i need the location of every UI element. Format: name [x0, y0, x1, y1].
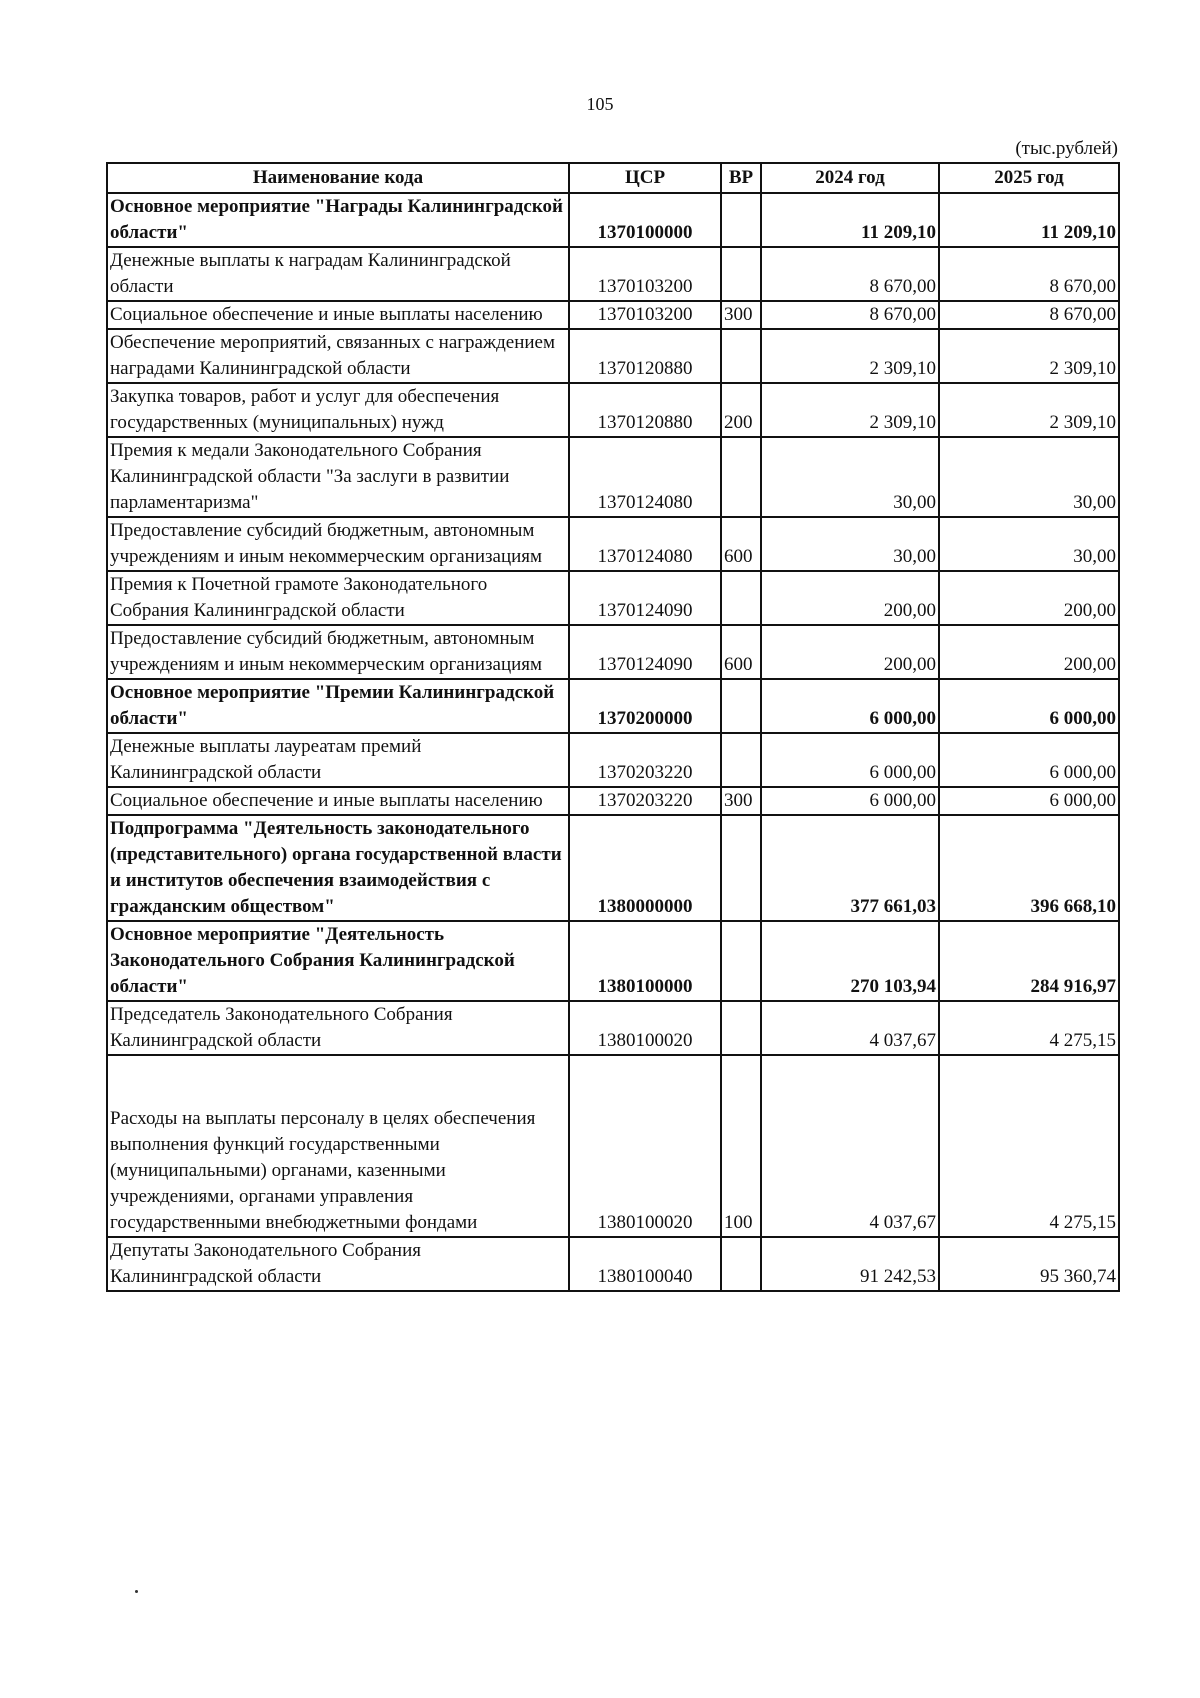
row-2025: 30,00	[939, 437, 1119, 517]
row-2024: 91 242,53	[761, 1237, 939, 1291]
row-2024: 8 670,00	[761, 247, 939, 301]
row-csr: 1370124080	[569, 517, 721, 571]
row-2025: 4 275,15	[939, 1001, 1119, 1055]
header-name: Наименование кода	[107, 163, 569, 193]
table-row	[107, 247, 1119, 301]
row-vr	[721, 1237, 761, 1291]
row-2024: 200,00	[761, 571, 939, 625]
table-row	[107, 1055, 1119, 1237]
row-2024: 2 309,10	[761, 383, 939, 437]
row-name: Социальное обеспечение и иные выплаты населению	[107, 787, 569, 815]
row-vr	[721, 329, 761, 383]
row-csr: 1370124090	[569, 625, 721, 679]
row-vr: 300	[721, 787, 761, 815]
row-vr	[721, 247, 761, 301]
row-vr	[721, 733, 761, 787]
row-2025: 8 670,00	[939, 247, 1119, 301]
header-2025: 2025 год	[939, 163, 1119, 193]
row-csr: 1370203220	[569, 733, 721, 787]
row-2025: 95 360,74	[939, 1237, 1119, 1291]
table-row	[107, 625, 1119, 679]
row-vr: 600	[721, 517, 761, 571]
row-2024: 200,00	[761, 625, 939, 679]
row-2025: 284 916,97	[939, 921, 1119, 1001]
row-csr: 1380100020	[569, 1055, 721, 1237]
table-row	[107, 193, 1119, 247]
scan-speck	[135, 1590, 138, 1593]
row-csr: 1380100040	[569, 1237, 721, 1291]
units-label: (тыс.рублей)	[1015, 138, 1118, 159]
row-2024: 4 037,67	[761, 1055, 939, 1237]
row-vr	[721, 437, 761, 517]
table-row	[107, 1001, 1119, 1055]
row-2024: 6 000,00	[761, 733, 939, 787]
row-vr	[721, 679, 761, 733]
row-2025: 200,00	[939, 571, 1119, 625]
row-2024: 30,00	[761, 437, 939, 517]
row-2024: 6 000,00	[761, 679, 939, 733]
row-csr: 1380100000	[569, 921, 721, 1001]
row-name: Основное мероприятие "Награды Калининградской области"	[107, 193, 569, 247]
row-2024: 6 000,00	[761, 787, 939, 815]
row-csr: 1370124080	[569, 437, 721, 517]
header-2024: 2024 год	[761, 163, 939, 193]
row-2025: 2 309,10	[939, 329, 1119, 383]
row-vr: 300	[721, 301, 761, 329]
table-row	[107, 301, 1119, 329]
header-csr: ЦСР	[569, 163, 721, 193]
row-vr	[721, 921, 761, 1001]
row-2025: 8 670,00	[939, 301, 1119, 329]
row-2024: 30,00	[761, 517, 939, 571]
row-name: Премия к Почетной грамоте Законодательного Собрания Калининградской области	[107, 571, 569, 625]
row-name: Премия к медали Законодательного Собрания Калининградской области "За заслуги в развитии парламентаризма"	[107, 437, 569, 517]
row-vr: 100	[721, 1055, 761, 1237]
budget-table	[106, 162, 1120, 1292]
row-name: Депутаты Законодательного Собрания Калининградской области	[107, 1237, 569, 1291]
row-csr: 1370100000	[569, 193, 721, 247]
row-name: Основное мероприятие "Премии Калининградской области"	[107, 679, 569, 733]
row-name: Денежные выплаты к наградам Калининградской области	[107, 247, 569, 301]
table-row	[107, 733, 1119, 787]
row-name: Социальное обеспечение и иные выплаты населению	[107, 301, 569, 329]
row-2025: 11 209,10	[939, 193, 1119, 247]
row-2024: 11 209,10	[761, 193, 939, 247]
row-2024: 377 661,03	[761, 815, 939, 921]
header-vr: ВР	[721, 163, 761, 193]
row-name: Подпрограмма "Деятельность законодательного (представительного) органа государственной власти и институтов обеспечения взаимодействия с гражданским обществом"	[107, 815, 569, 921]
row-csr: 1370124090	[569, 571, 721, 625]
row-2024: 270 103,94	[761, 921, 939, 1001]
row-name: Председатель Законодательного Собрания Калининградской области	[107, 1001, 569, 1055]
row-vr: 600	[721, 625, 761, 679]
table-row	[107, 517, 1119, 571]
row-name: Обеспечение мероприятий, связанных с награждением наградами Калининградской области	[107, 329, 569, 383]
table-row	[107, 1237, 1119, 1291]
row-2025: 2 309,10	[939, 383, 1119, 437]
row-vr	[721, 815, 761, 921]
row-name: Предоставление субсидий бюджетным, автономным учреждениям и иным некоммерческим организациям	[107, 517, 569, 571]
row-name: Основное мероприятие "Деятельность Законодательного Собрания Калининградской области"	[107, 921, 569, 1001]
row-2024: 4 037,67	[761, 1001, 939, 1055]
row-csr: 1370120880	[569, 329, 721, 383]
table-row	[107, 787, 1119, 815]
row-name: Денежные выплаты лауреатам премий Калининградской области	[107, 733, 569, 787]
row-csr: 1370103200	[569, 301, 721, 329]
table-row	[107, 921, 1119, 1001]
table-row	[107, 679, 1119, 733]
row-csr: 1370103200	[569, 247, 721, 301]
row-name: Расходы на выплаты персоналу в целях обеспечения выполнения функций государственными (муниципальными) органами, казенными учреждениями, органами управления государственными внебюджетными фондами	[107, 1055, 569, 1237]
table-row	[107, 815, 1119, 921]
row-csr: 1370200000	[569, 679, 721, 733]
table-row	[107, 437, 1119, 517]
row-csr: 1380000000	[569, 815, 721, 921]
row-vr: 200	[721, 383, 761, 437]
row-vr	[721, 193, 761, 247]
row-2025: 6 000,00	[939, 787, 1119, 815]
row-name: Предоставление субсидий бюджетным, автономным учреждениям и иным некоммерческим организациям	[107, 625, 569, 679]
row-2025: 4 275,15	[939, 1055, 1119, 1237]
row-2025: 30,00	[939, 517, 1119, 571]
row-csr: 1370120880	[569, 383, 721, 437]
row-2024: 8 670,00	[761, 301, 939, 329]
row-2025: 396 668,10	[939, 815, 1119, 921]
row-2025: 6 000,00	[939, 679, 1119, 733]
row-csr: 1370203220	[569, 787, 721, 815]
table-row	[107, 329, 1119, 383]
row-2025: 6 000,00	[939, 733, 1119, 787]
row-name: Закупка товаров, работ и услуг для обеспечения государственных (муниципальных) нужд	[107, 383, 569, 437]
table-row	[107, 383, 1119, 437]
row-2024: 2 309,10	[761, 329, 939, 383]
row-vr	[721, 571, 761, 625]
table-row	[107, 571, 1119, 625]
row-vr	[721, 1001, 761, 1055]
table-header-row	[107, 163, 1119, 193]
page-number: 105	[586, 94, 614, 114]
row-csr: 1380100020	[569, 1001, 721, 1055]
row-2025: 200,00	[939, 625, 1119, 679]
